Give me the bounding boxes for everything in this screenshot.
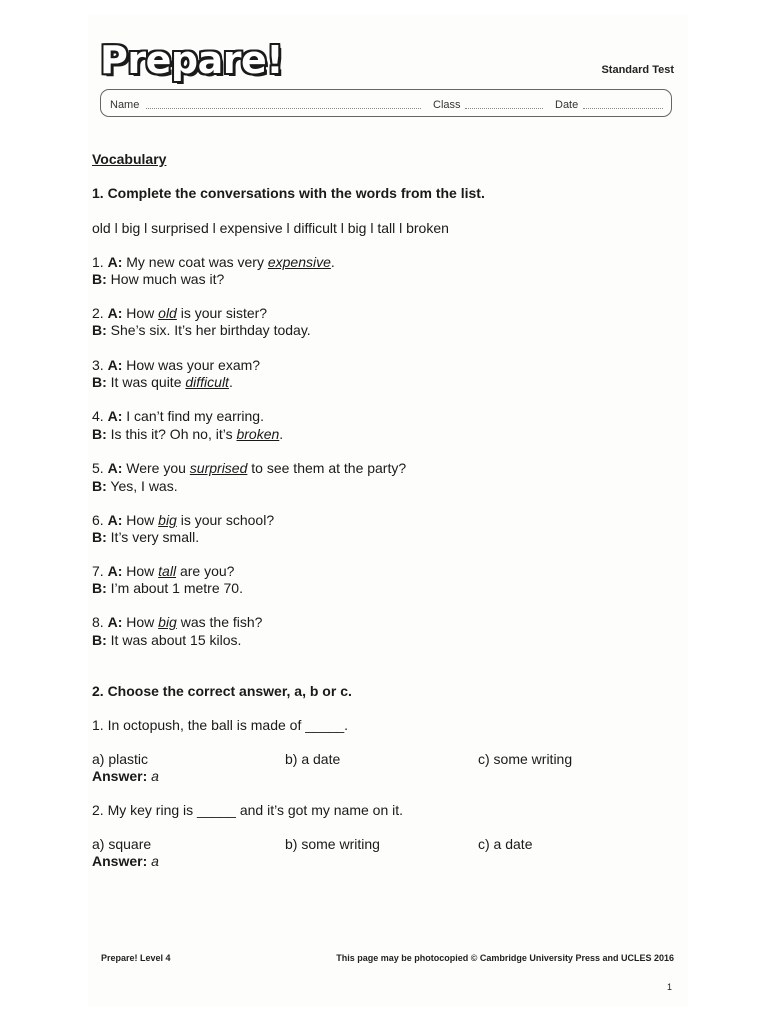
answer-4: broken bbox=[236, 426, 280, 442]
student-info-box bbox=[100, 89, 672, 117]
conversation-3-a: 3. A: How was your exam? bbox=[92, 357, 261, 373]
conversation-5-a: 5. A: Were you surprised to see them at the party? bbox=[92, 460, 407, 476]
question-2-option-c: c) a date bbox=[478, 836, 533, 852]
conversation-6-b: B: It’s very small. bbox=[92, 529, 200, 545]
page-number: 1 bbox=[667, 982, 673, 992]
conversation-7-b: B: I’m about 1 metre 70. bbox=[92, 580, 243, 596]
conversation-8-b: B: It was about 15 kilos. bbox=[92, 632, 242, 648]
question-1-option-b: b) a date bbox=[285, 751, 341, 767]
class-line bbox=[465, 108, 543, 109]
answer-8: big bbox=[158, 614, 177, 630]
conversation-6-a: 6. A: How big is your school? bbox=[92, 512, 275, 528]
answer-3: difficult bbox=[185, 374, 229, 390]
footer-copyright: This page may be photocopied © Cambridge University Press and UCLES 2016 bbox=[336, 953, 674, 963]
question-2-answer: Answer: a bbox=[92, 853, 159, 869]
conversation-2-a: 2. A: How old is your sister? bbox=[92, 305, 268, 321]
question-2-text: 2. My key ring is _____ and it’s got my name on it. bbox=[92, 802, 404, 818]
word-list: old l big l surprised l expensive l difficult l big l tall l broken bbox=[92, 220, 449, 236]
question-2-option-b: b) some writing bbox=[285, 836, 380, 852]
answer-2: old bbox=[158, 305, 177, 321]
conversation-5-b: B: Yes, I was. bbox=[92, 478, 178, 494]
name-field[interactable] bbox=[110, 99, 139, 111]
worksheet-page bbox=[88, 14, 688, 1006]
conversation-2-b: B: She’s six. It’s her birthday today. bbox=[92, 322, 311, 338]
conversation-4-b: B: Is this it? Oh no, it’s broken. bbox=[92, 426, 284, 442]
footer-level: Prepare! Level 4 bbox=[101, 953, 171, 963]
conversation-7-a: 7. A: How tall are you? bbox=[92, 563, 235, 579]
question-2-option-a: a) square bbox=[92, 836, 152, 852]
name-line bbox=[146, 108, 421, 109]
answer-6: big bbox=[158, 512, 177, 528]
name-label: Name bbox=[110, 99, 140, 111]
question-1-text: 1. In octopush, the ball is made of _____. bbox=[92, 717, 349, 733]
conversation-1-b: B: How much was it? bbox=[92, 271, 225, 287]
conversation-8-a: 8. A: How big was the fish? bbox=[92, 614, 263, 630]
question-1-option-c: c) some writing bbox=[478, 751, 573, 767]
date-field[interactable] bbox=[555, 99, 578, 111]
date-label: Date bbox=[555, 99, 579, 111]
exercise2-instruction: 2. Choose the correct answer, a, b or c. bbox=[92, 683, 352, 699]
answer-1: expensive bbox=[267, 254, 331, 270]
test-type-label: Standard Test bbox=[601, 64, 674, 76]
answer-7: tall bbox=[158, 563, 177, 579]
conversation-4-a: 4. A: I can’t find my earring. bbox=[92, 408, 264, 424]
class-label: Class bbox=[433, 99, 461, 111]
exercise1-instruction: 1. Complete the conversations with the words from the list. bbox=[92, 185, 485, 201]
answer-5: surprised bbox=[189, 460, 248, 476]
section-title: Vocabulary bbox=[92, 151, 167, 167]
conversation-1-a: 1. A: My new coat was very expensive. bbox=[92, 254, 335, 270]
class-field[interactable] bbox=[433, 99, 461, 111]
conversation-3-b: B: It was quite difficult. bbox=[92, 374, 233, 390]
question-1-answer: Answer: a bbox=[92, 768, 159, 784]
date-line bbox=[583, 108, 663, 109]
prepare-logo: Prepare! bbox=[100, 38, 284, 82]
question-1-option-a: a) plastic bbox=[92, 751, 149, 767]
